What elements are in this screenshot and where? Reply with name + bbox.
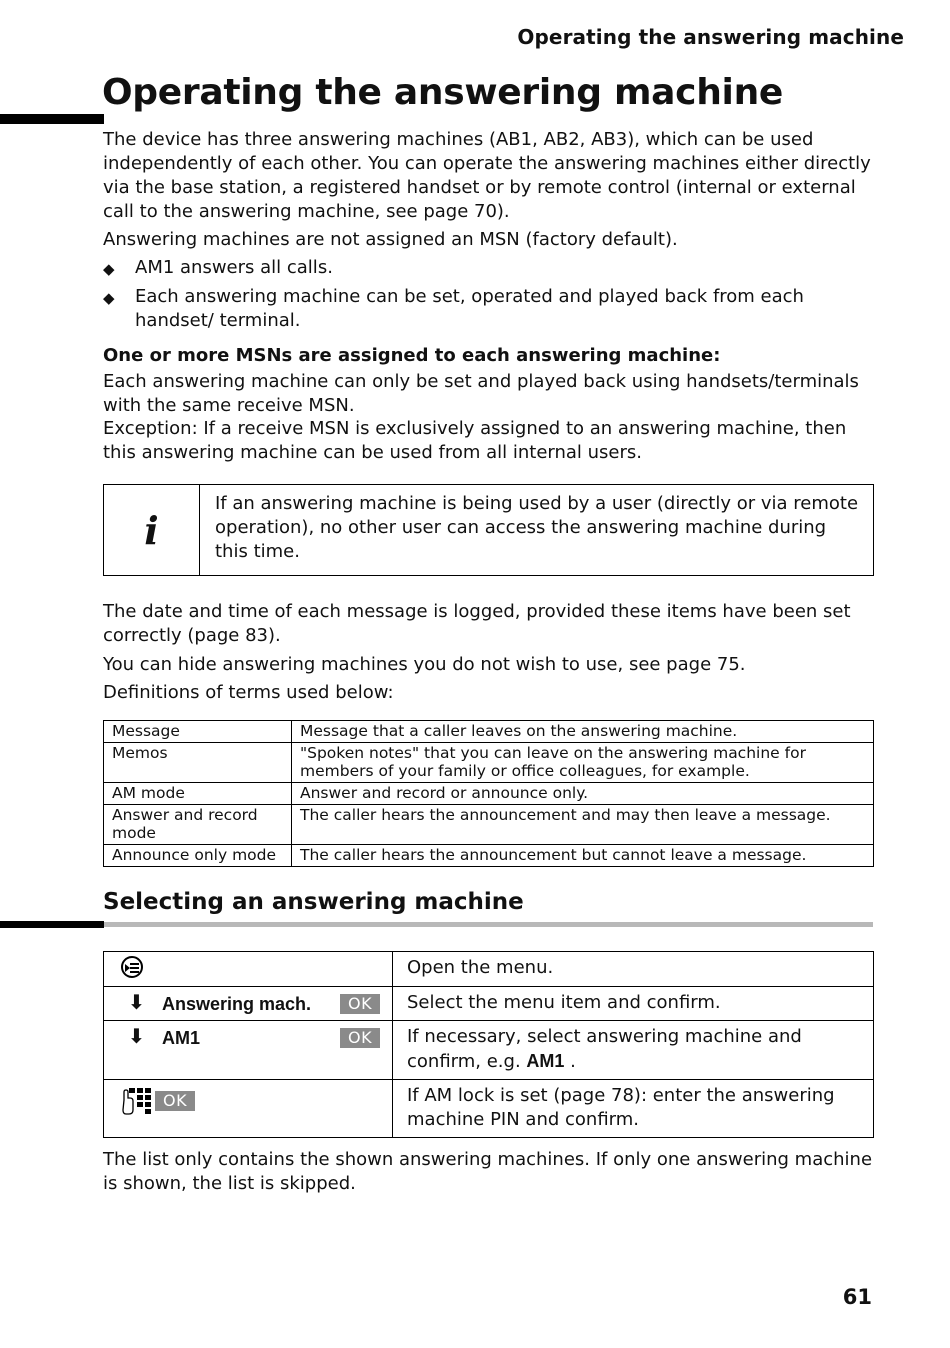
step-description — [393, 1021, 874, 1080]
table-row — [104, 987, 874, 1021]
list-item-text: AM1 answers all calls. — [135, 257, 333, 278]
ok-key: OK — [340, 994, 380, 1014]
step-description: If AM lock is set (page 78): enter the answering machine PIN and confirm. — [393, 1080, 874, 1138]
page-number: 61 — [842, 1285, 872, 1309]
table-row — [104, 1080, 874, 1138]
date-time-paragraph: The date and time of each message is logged, provided these items have been set correctly (page 83). — [103, 601, 851, 646]
diamond-bullet-icon: ◆ — [103, 289, 115, 307]
down-arrow-icon: ⬇ — [128, 990, 145, 1014]
term-cell: Announce only mode — [104, 845, 292, 867]
intro-paragraph: The device has three answering machines (AB1, AB2, AB3), which can be used independently of each other. You can operate the answering machines either directly via the base station, a registered handset or by remote control (internal or external call to the answering machine, see page 70). — [103, 129, 871, 222]
diamond-bullet-icon: ◆ — [103, 260, 115, 278]
definition-cell: Message that a caller leaves on the answering machine. — [292, 721, 874, 743]
list-item — [103, 256, 883, 281]
steps-table — [103, 951, 874, 1138]
section-accent-bar — [0, 921, 104, 928]
hide-machines-paragraph: You can hide answering machines you do not wish to use, see page 75. — [103, 654, 746, 675]
footer-note: The list only contains the shown answering machines. If only one answering machine is shown, the list is skipped. — [103, 1149, 873, 1194]
definitions-table — [103, 720, 874, 867]
down-arrow-icon: ⬇ — [128, 1024, 145, 1048]
list-item — [103, 285, 883, 333]
step-action-cell — [104, 1021, 393, 1080]
menu-item-label: Answering mach. — [162, 994, 312, 1014]
keypad-icon — [121, 1086, 157, 1116]
step-description: Select the menu item and confirm. — [393, 987, 874, 1021]
definition-cell: The caller hears the announcement but cannot leave a message. — [292, 845, 874, 867]
definition-cell: "Spoken notes" that you can leave on the answering machine for members of your family or office colleagues, for example. — [292, 743, 874, 783]
am-label: AM1 — [526, 1051, 565, 1071]
section-rule — [104, 922, 873, 927]
title-accent-bar — [0, 114, 104, 124]
section-heading: Selecting an answering machine — [103, 889, 524, 915]
info-icon: i — [104, 485, 200, 575]
term-cell: Answer and record mode — [104, 805, 292, 845]
definition-cell: Answer and record or announce only. — [292, 783, 874, 805]
definition-cell: The caller hears the announcement and may then leave a message. — [292, 805, 874, 845]
list-item-text: Each answering machine can be set, operated and played back from each handset/ terminal. — [135, 286, 804, 331]
table-row — [104, 783, 874, 805]
msn-text: Each answering machine can only be set and played back using handsets/terminals with the same receive MSN. — [103, 371, 859, 416]
msn-exception-text: Exception: If a receive MSN is exclusively assigned to an answering machine, then this answering machine can be used from all internal users. — [103, 418, 847, 463]
msn-heading: One or more MSNs are assigned to each answering machine: — [103, 345, 721, 366]
table-row — [104, 805, 874, 845]
menu-item-label: AM1 — [162, 1028, 201, 1048]
menu-icon — [121, 956, 143, 978]
step-action-cell — [104, 1080, 393, 1138]
term-cell: Message — [104, 721, 292, 743]
step-description-text: If necessary, select answering machine and confirm, e.g. — [407, 1026, 802, 1072]
ok-key: OK — [340, 1028, 380, 1048]
table-row — [104, 721, 874, 743]
definitions-intro: Definitions of terms used below: — [103, 682, 394, 703]
table-row — [104, 1021, 874, 1080]
step-action-cell — [104, 952, 393, 987]
ok-key: OK — [155, 1091, 195, 1111]
table-row — [104, 743, 874, 783]
step-action-cell — [104, 987, 393, 1021]
page-title: Operating the answering machine — [102, 72, 784, 113]
intro-msn-note: Answering machines are not assigned an MSN (factory default). — [103, 229, 678, 250]
table-row — [104, 845, 874, 867]
info-text: If an answering machine is being used by a user (directly or via remote operation), no other user can access the answering machine during this time. — [215, 493, 859, 562]
running-header: Operating the answering machine — [517, 25, 904, 49]
term-cell: Memos — [104, 743, 292, 783]
step-description-end: . — [570, 1051, 576, 1072]
info-box — [103, 484, 874, 576]
step-description: Open the menu. — [393, 952, 874, 987]
table-row — [104, 952, 874, 987]
term-cell: AM mode — [104, 783, 292, 805]
